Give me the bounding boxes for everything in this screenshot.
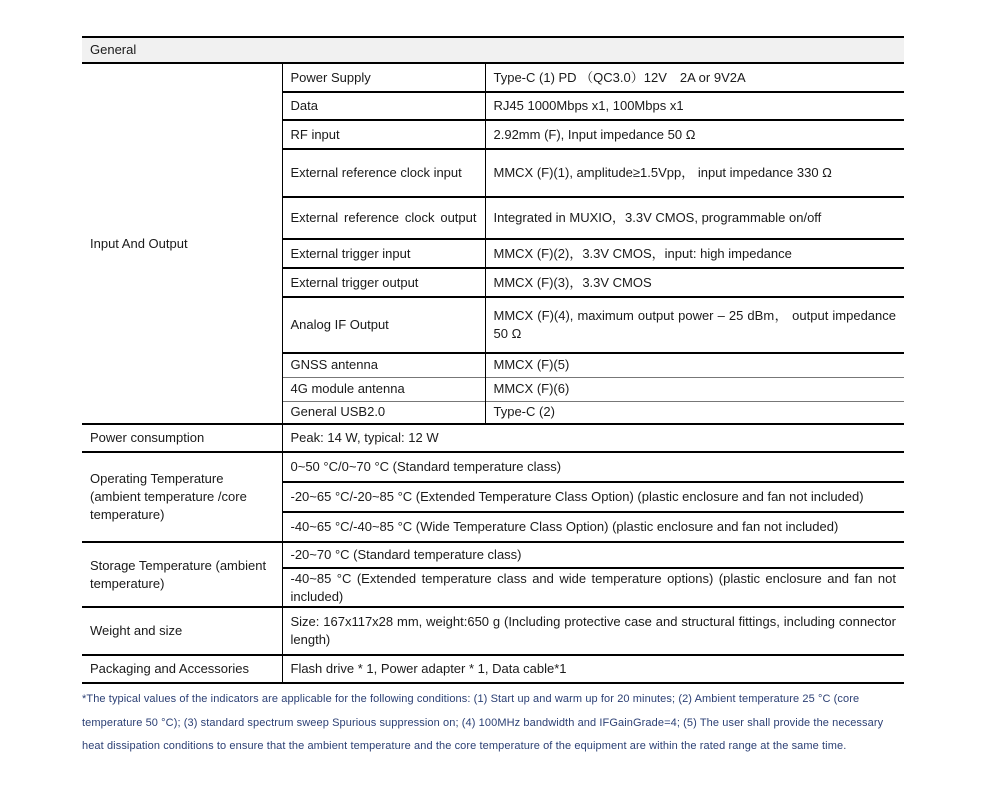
spec-value: MMCX (F)(6) bbox=[485, 377, 904, 401]
spec-name: External trigger input bbox=[282, 239, 485, 268]
table-row bbox=[82, 542, 904, 568]
table-row bbox=[82, 424, 904, 452]
spec-value: RJ45 1000Mbps x1, 100Mbps x1 bbox=[485, 92, 904, 120]
table-row bbox=[82, 63, 904, 92]
table-row bbox=[82, 607, 904, 655]
spec-name: Analog IF Output bbox=[282, 297, 485, 353]
spec-value: MMCX (F)(1), amplitude≥1.5Vpp， input impedance 330 Ω bbox=[485, 149, 904, 197]
spec-name: External trigger output bbox=[282, 268, 485, 297]
spec-name: External reference clock input bbox=[282, 149, 485, 197]
spec-name: Power Supply bbox=[282, 63, 485, 92]
power-consumption-value: Peak: 14 W, typical: 12 W bbox=[282, 424, 904, 452]
input-output-label: Input And Output bbox=[82, 63, 282, 424]
power-consumption-label: Power consumption bbox=[82, 424, 282, 452]
general-header-row bbox=[82, 37, 904, 63]
spec-name: Data bbox=[282, 92, 485, 120]
spec-value: MMCX (F)(2)，3.3V CMOS，input: high impedance bbox=[485, 239, 904, 268]
table-row bbox=[82, 452, 904, 482]
spec-value: Type-C (2) bbox=[485, 401, 904, 424]
spec-value: MMCX (F)(4), maximum output power – 25 dBm， output impedance 50 Ω bbox=[485, 297, 904, 353]
spec-table bbox=[82, 36, 904, 684]
spec-name: External reference clock output bbox=[282, 197, 485, 239]
spec-value: Integrated in MUXIO，3.3V CMOS, programmable on/off bbox=[485, 197, 904, 239]
spec-name: 4G module antenna bbox=[282, 377, 485, 401]
weight-size-label: Weight and size bbox=[82, 607, 282, 655]
storage-temp-value: -40~85 °C (Extended temperature class and wide temperature options) (plastic enclosure and fan not included) bbox=[282, 568, 904, 607]
packaging-value: Flash drive * 1, Power adapter * 1, Data cable*1 bbox=[282, 655, 904, 683]
footnote: *The typical values of the indicators are applicable for the following conditions: (1) Start up and warm up for 20 minutes; (2) Ambient temperature 25 °C (core temperature 50 °C); (3) standard spectrum sweep Spurious suppression on; (4) 100MHz bandwidth and IFGainGrade=4; (5) The user shall provide the necessary heat dissipation conditions to ensure that the ambient temperature and the core temperature of the equipment are within the rated range at the same time. bbox=[82, 693, 884, 752]
storage-temp-label: Storage Temperature (ambient temperature) bbox=[82, 542, 282, 607]
spec-value: 2.92mm (F), Input impedance 50 Ω bbox=[485, 120, 904, 149]
operating-temp-label: Operating Temperature (ambient temperature /core temperature) bbox=[82, 452, 282, 542]
spec-name: General USB2.0 bbox=[282, 401, 485, 424]
packaging-label: Packaging and Accessories bbox=[82, 655, 282, 683]
operating-temp-value: -40~65 °C/-40~85 °C (Wide Temperature Class Option) (plastic enclosure and fan not included) bbox=[282, 512, 904, 542]
spec-name: RF input bbox=[282, 120, 485, 149]
operating-temp-value: 0~50 °C/0~70 °C (Standard temperature class) bbox=[282, 452, 904, 482]
storage-temp-value: -20~70 °C (Standard temperature class) bbox=[282, 542, 904, 568]
spec-value: Type-C (1) PD （QC3.0）12V 2A or 9V2A bbox=[485, 63, 904, 92]
spec-value: MMCX (F)(5) bbox=[485, 353, 904, 377]
weight-size-value: Size: 167x117x28 mm, weight:650 g (Including protective case and structural fittings, including connector length) bbox=[282, 607, 904, 655]
spec-name: GNSS antenna bbox=[282, 353, 485, 377]
general-header: General bbox=[82, 37, 904, 63]
spec-value: MMCX (F)(3)，3.3V CMOS bbox=[485, 268, 904, 297]
table-row bbox=[82, 655, 904, 683]
operating-temp-value: -20~65 °C/-20~85 °C (Extended Temperature Class Option) (plastic enclosure and fan not included) bbox=[282, 482, 904, 512]
